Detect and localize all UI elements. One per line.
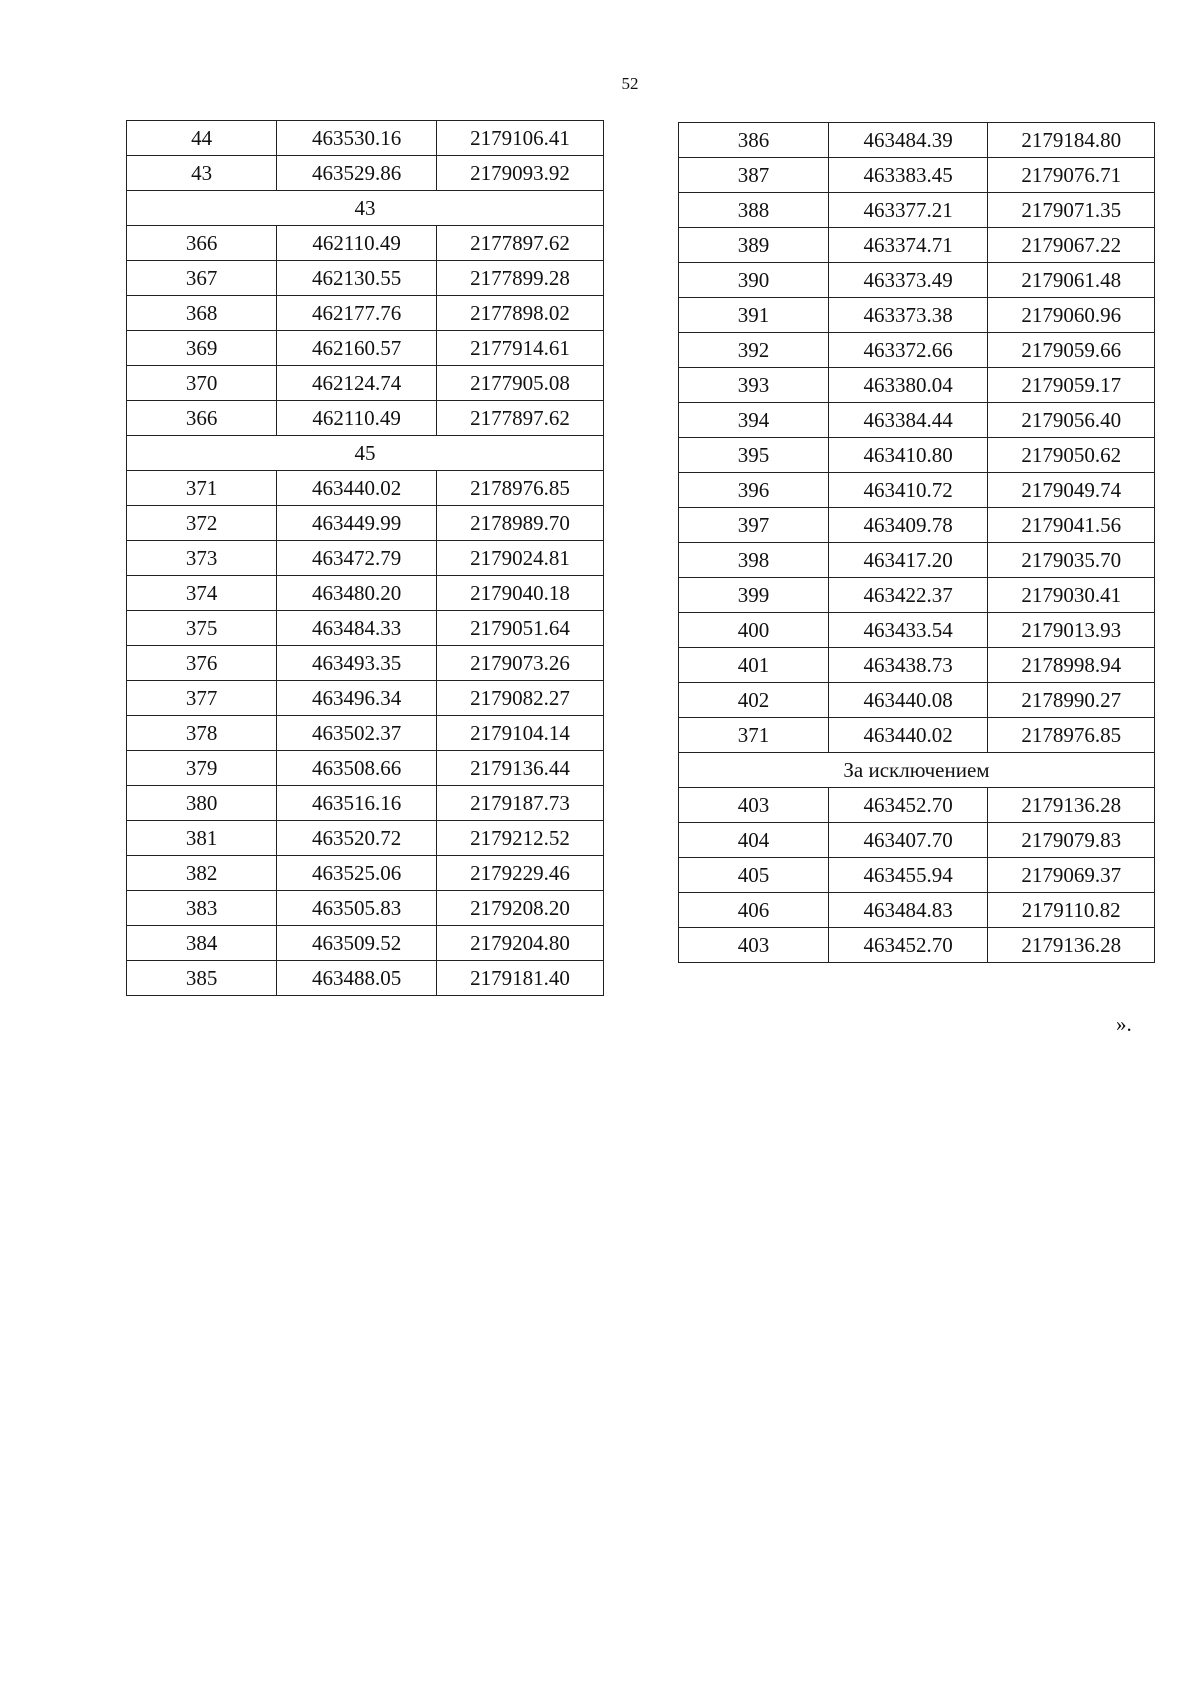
table-row xyxy=(679,368,1155,403)
section-header-row xyxy=(127,436,604,471)
y-coordinate-cell: 2179059.17 xyxy=(988,368,1155,403)
point-number-cell: 392 xyxy=(679,333,829,368)
table-row xyxy=(127,541,604,576)
coordinates-table-right xyxy=(678,122,1155,963)
y-coordinate-cell: 2179030.41 xyxy=(988,578,1155,613)
y-coordinate-cell: 2179056.40 xyxy=(988,403,1155,438)
y-coordinate-cell: 2178989.70 xyxy=(437,506,604,541)
point-number-cell: 388 xyxy=(679,193,829,228)
point-number-cell: 405 xyxy=(679,858,829,893)
y-coordinate-cell: 2179208.20 xyxy=(437,891,604,926)
point-number-cell: 393 xyxy=(679,368,829,403)
y-coordinate-cell: 2179035.70 xyxy=(988,543,1155,578)
point-number-cell: 387 xyxy=(679,158,829,193)
coordinates-table-left xyxy=(126,120,604,996)
y-coordinate-cell: 2179061.48 xyxy=(988,263,1155,298)
point-number-cell: 374 xyxy=(127,576,277,611)
y-coordinate-cell: 2179060.96 xyxy=(988,298,1155,333)
x-coordinate-cell: 463440.08 xyxy=(828,683,987,718)
table-row xyxy=(127,156,604,191)
table-row xyxy=(127,471,604,506)
point-number-cell: 376 xyxy=(127,646,277,681)
point-number-cell: 386 xyxy=(679,123,829,158)
x-coordinate-cell: 463440.02 xyxy=(277,471,437,506)
table-row xyxy=(127,226,604,261)
table-row xyxy=(679,823,1155,858)
point-number-cell: 404 xyxy=(679,823,829,858)
y-coordinate-cell: 2179079.83 xyxy=(988,823,1155,858)
x-coordinate-cell: 463452.70 xyxy=(828,788,987,823)
y-coordinate-cell: 2179050.62 xyxy=(988,438,1155,473)
point-number-cell: 391 xyxy=(679,298,829,333)
x-coordinate-cell: 463455.94 xyxy=(828,858,987,893)
x-coordinate-cell: 463484.33 xyxy=(277,611,437,646)
x-coordinate-cell: 463374.71 xyxy=(828,228,987,263)
table-row xyxy=(679,613,1155,648)
y-coordinate-cell: 2178998.94 xyxy=(988,648,1155,683)
x-coordinate-cell: 463525.06 xyxy=(277,856,437,891)
table-row xyxy=(127,681,604,716)
x-coordinate-cell: 462124.74 xyxy=(277,366,437,401)
x-coordinate-cell: 463496.34 xyxy=(277,681,437,716)
table-row xyxy=(679,893,1155,928)
point-number-cell: 366 xyxy=(127,226,277,261)
table-row xyxy=(127,296,604,331)
x-coordinate-cell: 463407.70 xyxy=(828,823,987,858)
point-number-cell: 373 xyxy=(127,541,277,576)
table-row xyxy=(679,788,1155,823)
table-row xyxy=(679,228,1155,263)
y-coordinate-cell: 2179051.64 xyxy=(437,611,604,646)
x-coordinate-cell: 462110.49 xyxy=(277,226,437,261)
closing-quote-mark: ». xyxy=(1116,1012,1132,1036)
y-coordinate-cell: 2177899.28 xyxy=(437,261,604,296)
section-header-row xyxy=(679,753,1155,788)
point-number-cell: 377 xyxy=(127,681,277,716)
point-number-cell: 382 xyxy=(127,856,277,891)
x-coordinate-cell: 463505.83 xyxy=(277,891,437,926)
point-number-cell: 380 xyxy=(127,786,277,821)
table-row xyxy=(679,578,1155,613)
table-row xyxy=(127,926,604,961)
x-coordinate-cell: 463433.54 xyxy=(828,613,987,648)
y-coordinate-cell: 2179136.28 xyxy=(988,928,1155,963)
y-coordinate-cell: 2179229.46 xyxy=(437,856,604,891)
x-coordinate-cell: 463409.78 xyxy=(828,508,987,543)
point-number-cell: 390 xyxy=(679,263,829,298)
table-row xyxy=(679,263,1155,298)
x-coordinate-cell: 463472.79 xyxy=(277,541,437,576)
point-number-cell: 406 xyxy=(679,893,829,928)
x-coordinate-cell: 463410.72 xyxy=(828,473,987,508)
x-coordinate-cell: 463452.70 xyxy=(828,928,987,963)
y-coordinate-cell: 2178976.85 xyxy=(988,718,1155,753)
point-number-cell: 389 xyxy=(679,228,829,263)
y-coordinate-cell: 2179136.44 xyxy=(437,751,604,786)
table-row xyxy=(679,158,1155,193)
table-row xyxy=(127,856,604,891)
table-row xyxy=(679,543,1155,578)
x-coordinate-cell: 463373.38 xyxy=(828,298,987,333)
point-number-cell: 383 xyxy=(127,891,277,926)
section-label: За исключением xyxy=(679,753,1155,788)
x-coordinate-cell: 463410.80 xyxy=(828,438,987,473)
x-coordinate-cell: 463484.39 xyxy=(828,123,987,158)
x-coordinate-cell: 463520.72 xyxy=(277,821,437,856)
table-row xyxy=(679,473,1155,508)
point-number-cell: 399 xyxy=(679,578,829,613)
point-number-cell: 371 xyxy=(127,471,277,506)
x-coordinate-cell: 463502.37 xyxy=(277,716,437,751)
table-row xyxy=(127,716,604,751)
x-coordinate-cell: 463508.66 xyxy=(277,751,437,786)
table-row xyxy=(127,506,604,541)
x-coordinate-cell: 463493.35 xyxy=(277,646,437,681)
point-number-cell: 378 xyxy=(127,716,277,751)
point-number-cell: 366 xyxy=(127,401,277,436)
table-row xyxy=(127,611,604,646)
x-coordinate-cell: 463383.45 xyxy=(828,158,987,193)
table-row xyxy=(679,333,1155,368)
table-row xyxy=(127,646,604,681)
table-row xyxy=(679,858,1155,893)
y-coordinate-cell: 2179181.40 xyxy=(437,961,604,996)
y-coordinate-cell: 2179212.52 xyxy=(437,821,604,856)
table-row xyxy=(679,508,1155,543)
x-coordinate-cell: 463488.05 xyxy=(277,961,437,996)
point-number-cell: 403 xyxy=(679,928,829,963)
point-number-cell: 372 xyxy=(127,506,277,541)
section-header-row xyxy=(127,191,604,226)
y-coordinate-cell: 2179076.71 xyxy=(988,158,1155,193)
point-number-cell: 384 xyxy=(127,926,277,961)
x-coordinate-cell: 463377.21 xyxy=(828,193,987,228)
y-coordinate-cell: 2179024.81 xyxy=(437,541,604,576)
table-row xyxy=(679,123,1155,158)
table-row xyxy=(679,438,1155,473)
x-coordinate-cell: 463509.52 xyxy=(277,926,437,961)
point-number-cell: 367 xyxy=(127,261,277,296)
x-coordinate-cell: 463380.04 xyxy=(828,368,987,403)
y-coordinate-cell: 2179184.80 xyxy=(988,123,1155,158)
point-number-cell: 398 xyxy=(679,543,829,578)
x-coordinate-cell: 463529.86 xyxy=(277,156,437,191)
y-coordinate-cell: 2179104.14 xyxy=(437,716,604,751)
y-coordinate-cell: 2177897.62 xyxy=(437,226,604,261)
table-row xyxy=(679,298,1155,333)
y-coordinate-cell: 2179082.27 xyxy=(437,681,604,716)
x-coordinate-cell: 463530.16 xyxy=(277,121,437,156)
table-row xyxy=(127,786,604,821)
x-coordinate-cell: 463422.37 xyxy=(828,578,987,613)
point-number-cell: 369 xyxy=(127,331,277,366)
table-row xyxy=(127,821,604,856)
x-coordinate-cell: 463484.83 xyxy=(828,893,987,928)
x-coordinate-cell: 463417.20 xyxy=(828,543,987,578)
x-coordinate-cell: 463516.16 xyxy=(277,786,437,821)
x-coordinate-cell: 462130.55 xyxy=(277,261,437,296)
table-row xyxy=(127,576,604,611)
y-coordinate-cell: 2179059.66 xyxy=(988,333,1155,368)
x-coordinate-cell: 463440.02 xyxy=(828,718,987,753)
x-coordinate-cell: 463384.44 xyxy=(828,403,987,438)
point-number-cell: 381 xyxy=(127,821,277,856)
y-coordinate-cell: 2177905.08 xyxy=(437,366,604,401)
point-number-cell: 402 xyxy=(679,683,829,718)
y-coordinate-cell: 2179067.22 xyxy=(988,228,1155,263)
point-number-cell: 385 xyxy=(127,961,277,996)
table-row xyxy=(679,718,1155,753)
table-row xyxy=(127,121,604,156)
table-row xyxy=(127,961,604,996)
y-coordinate-cell: 2177897.62 xyxy=(437,401,604,436)
y-coordinate-cell: 2179187.73 xyxy=(437,786,604,821)
y-coordinate-cell: 2177898.02 xyxy=(437,296,604,331)
x-coordinate-cell: 463372.66 xyxy=(828,333,987,368)
table-row xyxy=(679,928,1155,963)
x-coordinate-cell: 462160.57 xyxy=(277,331,437,366)
x-coordinate-cell: 463373.49 xyxy=(828,263,987,298)
x-coordinate-cell: 463480.20 xyxy=(277,576,437,611)
table-row xyxy=(127,366,604,401)
table-row xyxy=(127,751,604,786)
y-coordinate-cell: 2179071.35 xyxy=(988,193,1155,228)
y-coordinate-cell: 2179073.26 xyxy=(437,646,604,681)
y-coordinate-cell: 2179041.56 xyxy=(988,508,1155,543)
y-coordinate-cell: 2179049.74 xyxy=(988,473,1155,508)
y-coordinate-cell: 2179013.93 xyxy=(988,613,1155,648)
x-coordinate-cell: 463438.73 xyxy=(828,648,987,683)
table-row xyxy=(679,193,1155,228)
point-number-cell: 370 xyxy=(127,366,277,401)
point-number-cell: 397 xyxy=(679,508,829,543)
y-coordinate-cell: 2178976.85 xyxy=(437,471,604,506)
x-coordinate-cell: 462177.76 xyxy=(277,296,437,331)
point-number-cell: 44 xyxy=(127,121,277,156)
section-label: 45 xyxy=(127,436,604,471)
point-number-cell: 379 xyxy=(127,751,277,786)
point-number-cell: 394 xyxy=(679,403,829,438)
table-row xyxy=(679,403,1155,438)
y-coordinate-cell: 2179110.82 xyxy=(988,893,1155,928)
y-coordinate-cell: 2177914.61 xyxy=(437,331,604,366)
point-number-cell: 396 xyxy=(679,473,829,508)
point-number-cell: 375 xyxy=(127,611,277,646)
table-row xyxy=(679,683,1155,718)
point-number-cell: 401 xyxy=(679,648,829,683)
x-coordinate-cell: 463449.99 xyxy=(277,506,437,541)
y-coordinate-cell: 2179040.18 xyxy=(437,576,604,611)
point-number-cell: 368 xyxy=(127,296,277,331)
point-number-cell: 395 xyxy=(679,438,829,473)
table-row xyxy=(127,261,604,296)
point-number-cell: 371 xyxy=(679,718,829,753)
point-number-cell: 400 xyxy=(679,613,829,648)
table-row xyxy=(127,891,604,926)
x-coordinate-cell: 462110.49 xyxy=(277,401,437,436)
y-coordinate-cell: 2179093.92 xyxy=(437,156,604,191)
y-coordinate-cell: 2179106.41 xyxy=(437,121,604,156)
table-row xyxy=(127,401,604,436)
table-row xyxy=(679,648,1155,683)
point-number-cell: 43 xyxy=(127,156,277,191)
y-coordinate-cell: 2178990.27 xyxy=(988,683,1155,718)
y-coordinate-cell: 2179204.80 xyxy=(437,926,604,961)
point-number-cell: 403 xyxy=(679,788,829,823)
section-label: 43 xyxy=(127,191,604,226)
y-coordinate-cell: 2179069.37 xyxy=(988,858,1155,893)
y-coordinate-cell: 2179136.28 xyxy=(988,788,1155,823)
table-row xyxy=(127,331,604,366)
page-number: 52 xyxy=(621,74,639,93)
